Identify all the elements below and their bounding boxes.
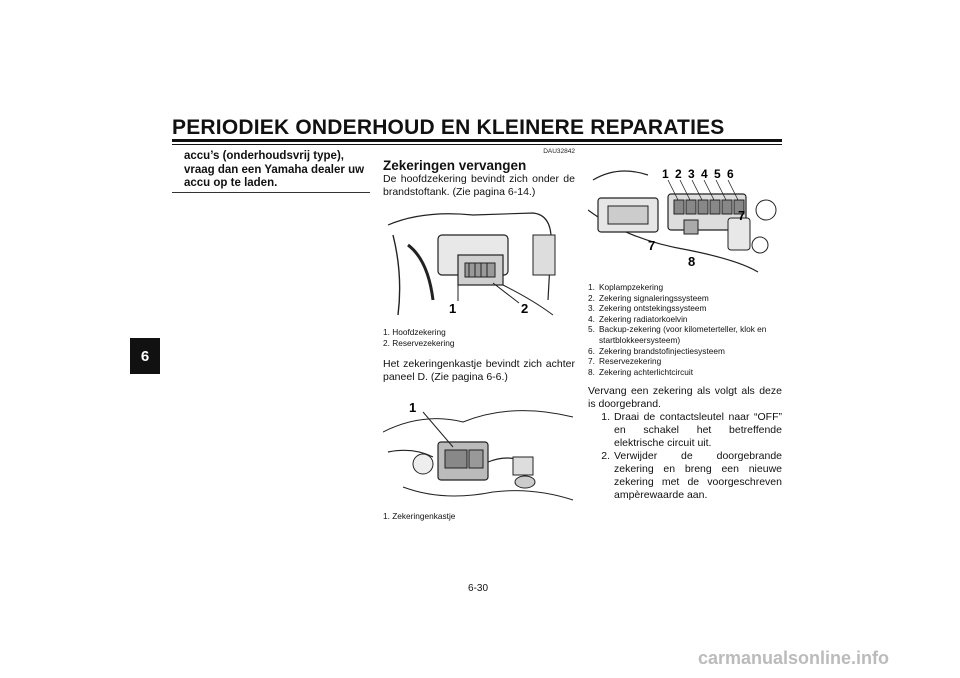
- caption-num: 1.: [588, 282, 595, 292]
- chapter-tab: 6: [130, 338, 160, 374]
- fuse-callout-2: 2: [675, 167, 682, 181]
- fuse-box-callout-1: 1: [409, 400, 417, 415]
- step-text: Verwijder de doorgebrande zekering en breng een nieuwe zekering met de voorgeschreven ampèrewaarde aan.: [614, 450, 782, 502]
- header-rule-thin: [172, 144, 782, 145]
- caption-text: Zekering achterlichtcircuit: [599, 366, 694, 377]
- caption-item: [588, 346, 782, 357]
- fuse-box-illustration: [383, 392, 575, 507]
- caption-item: [588, 303, 782, 314]
- main-fuse-illustration: [383, 205, 575, 323]
- main-fuse-callout-2: 2: [521, 301, 529, 316]
- fuse-panel-illustration: [588, 160, 782, 278]
- main-fuse-callout-1: 1: [449, 301, 457, 316]
- procedure-step: [588, 411, 782, 450]
- page-title: PERIODIEK ONDERHOUD EN KLEINERE REPARATIES: [172, 116, 725, 139]
- right-column: [588, 160, 782, 502]
- caption-text: Backup-zekering (voor kilometerteller, klok en startblokkeersysteem): [599, 324, 767, 345]
- footer-watermark[interactable]: carmanualsonline.info: [698, 648, 890, 668]
- section-code: DAU32842: [543, 148, 575, 155]
- fuse-callout-8: 8: [688, 254, 696, 269]
- fuse-callout-3: 3: [688, 167, 695, 181]
- caption-num: 7.: [588, 356, 595, 367]
- caption-text: Koplampzekering: [599, 282, 664, 292]
- caption-num: 3.: [588, 303, 595, 314]
- caption-num: 4.: [588, 313, 595, 324]
- fuse-callout-7a: 7: [738, 208, 746, 223]
- step-num: 2.: [601, 450, 610, 463]
- header-rule: [172, 139, 782, 142]
- fig1-captions: [383, 327, 575, 349]
- fuse-callout-4: 4: [701, 167, 708, 181]
- step-text: Draai de contactsleutel naar “OFF” en schakel het betreffende elektrische circuit uit.: [614, 411, 782, 450]
- note-column: [172, 150, 368, 191]
- caption-item: [588, 293, 782, 304]
- fig3-captions: [588, 282, 782, 377]
- fuse-callout-1: 1: [662, 167, 669, 181]
- fuse-callout-6: 6: [727, 167, 734, 181]
- fuse-callout-5: 5: [714, 167, 721, 181]
- caption-text: Zekering signaleringssysteem: [599, 292, 709, 303]
- battery-note: accu’s (onderhoudsvrij type), vraag dan een Yamaha dealer uw accu op te laden.: [184, 150, 365, 189]
- procedure-step: [588, 450, 782, 502]
- middle-column: [383, 148, 575, 522]
- caption-item: [588, 282, 782, 293]
- page-number: 6-30: [468, 583, 489, 594]
- caption-num: 8.: [588, 366, 595, 377]
- caption-item: 1. Zekeringenkastje: [383, 511, 456, 521]
- caption-text: Zekering brandstofinjectiesysteem: [599, 345, 725, 356]
- caption-item: [588, 324, 782, 345]
- caption-num: 2.: [588, 292, 595, 303]
- caption-item: [588, 367, 782, 378]
- caption-item: [588, 314, 782, 325]
- intro-paragraph: De hoofdzekering bevindt zich onder de brandstoftank. (Zie pagina 6-14.): [383, 173, 575, 198]
- fuse-callout-7b: 7: [648, 238, 656, 253]
- step-num: 1.: [601, 411, 610, 424]
- caption-num: 5.: [588, 324, 595, 335]
- caption-text: Reservezekering: [599, 356, 662, 367]
- note-rule: [172, 192, 370, 193]
- caption-item: [588, 356, 782, 367]
- caption-num: 6.: [588, 345, 595, 356]
- fuse-box-paragraph: Het zekeringenkastje bevindt zich achter paneel D. (Zie pagina 6-6.): [383, 358, 575, 383]
- procedure-intro: Vervang een zekering als volgt als deze is doorgebrand.: [588, 385, 782, 411]
- caption-item: 2. Reservezekering: [383, 338, 455, 348]
- caption-item: 1. Hoofdzekering: [383, 327, 446, 337]
- caption-text: Zekering ontstekingssysteem: [599, 303, 707, 314]
- section-heading: Zekeringen vervangen: [383, 158, 527, 173]
- caption-text: Zekering radiatorkoelvin: [599, 313, 688, 324]
